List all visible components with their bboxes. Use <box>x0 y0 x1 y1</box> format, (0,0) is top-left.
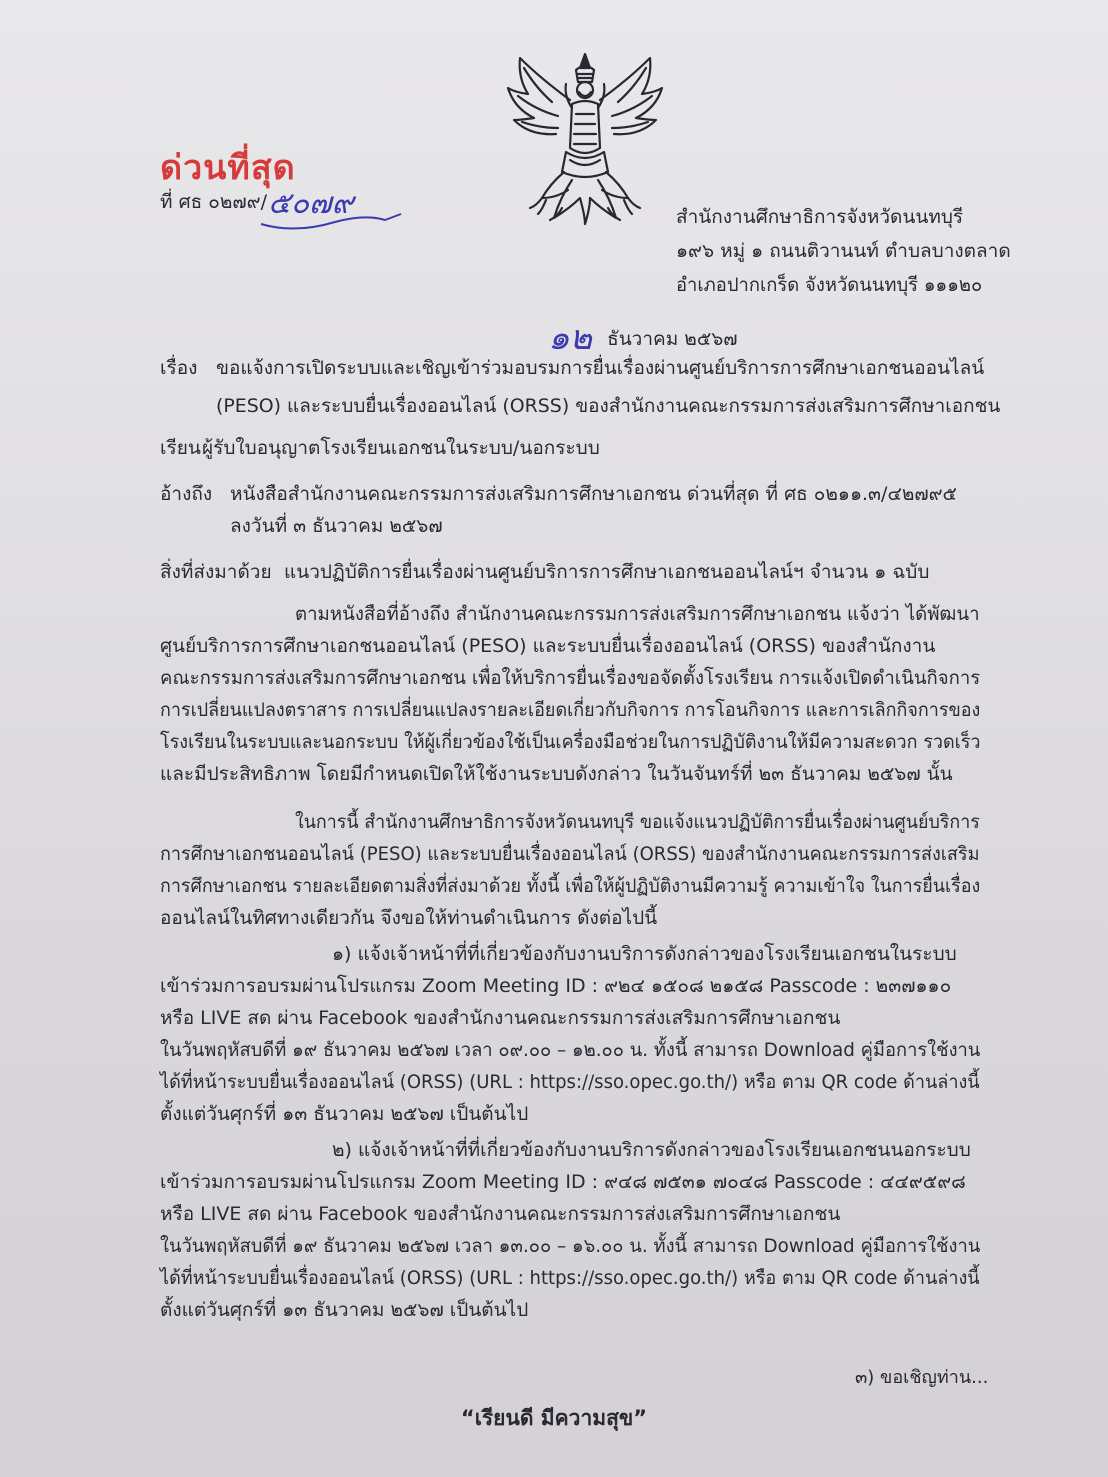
paragraph-line: ศูนย์บริการการศึกษาเอกชนออนไลน์ (PESO) และระบบยื่นเรื่องออนไลน์ (ORSS) ของสำนักงาน <box>160 635 936 657</box>
action-item-1 <box>160 938 980 1130</box>
paragraph-line: เข้าร่วมการอบรมผ่านโปรแกรม Zoom Meeting ID : ๙๔๘ ๗๕๓๑ ๗๐๔๘ Passcode : ๔๔๙๕๙๘ <box>160 1171 966 1193</box>
recipient-text: ผู้รับใบอนุญาตโรงเรียนเอกชนในระบบ/นอกระบบ <box>202 437 600 459</box>
body-paragraph-2 <box>160 806 980 934</box>
paragraph-line: ตั้งแต่วันศุกร์ที่ ๑๓ ธันวาคม ๒๕๖๗ เป็นต้นไป <box>160 1103 529 1125</box>
paragraph-line: หรือ LIVE สด ผ่าน Facebook ของสำนักงานคณะกรรมการส่งเสริมการศึกษาเอกชน <box>160 1007 841 1029</box>
sender-line-2: ๑๙๖ หมู่ ๑ ถนนติวานนท์ ตำบลบางตลาด <box>676 240 1011 262</box>
paragraph-line: ในวันพฤหัสบดีที่ ๑๙ ธันวาคม ๒๕๖๗ เวลา ๐๙.๐๐ – ๑๒.๐๐ น. ทั้งนี้ สามารถ Download คู่มือการใช้งาน <box>160 1039 981 1061</box>
paragraph-line: ๒) แจ้งเจ้าหน้าที่ที่เกี่ยวข้องกับงานบริการดังกล่าวของโรงเรียนเอกชนนอกระบบ <box>332 1139 971 1161</box>
reference-label: อ้างถึง <box>160 483 213 505</box>
paragraph-line: ในวันพฤหัสบดีที่ ๑๙ ธันวาคม ๒๕๖๗ เวลา ๑๓.๐๐ – ๑๖.๐๐ น. ทั้งนี้ สามารถ Download คู่มือการใช้งาน <box>160 1235 981 1257</box>
sender-address <box>676 200 1011 302</box>
enclosure-label: สิ่งที่ส่งมาด้วย <box>160 561 272 583</box>
continuation-text: ๓) ขอเชิญท่าน... <box>855 1367 989 1388</box>
subject-line-2: (PESO) และระบบยื่นเรื่องออนไลน์ (ORSS) ของสำนักงานคณะกรรมการส่งเสริมการศึกษาเอกชน <box>216 395 1001 417</box>
paragraph-line: เข้าร่วมการอบรมผ่านโปรแกรม Zoom Meeting ID : ๙๒๔ ๑๕๐๘ ๒๑๕๘ Passcode : ๒๓๗๑๑๐ <box>160 975 952 997</box>
paragraph-line: ตั้งแต่วันศุกร์ที่ ๑๓ ธันวาคม ๒๕๖๗ เป็นต้นไป <box>160 1299 529 1321</box>
enclosure-text: แนวปฏิบัติการยื่นเรื่องผ่านศูนย์บริการการศึกษาเอกชนออนไลน์ฯ จำนวน ๑ ฉบับ <box>284 561 930 583</box>
body-paragraph-1 <box>160 598 980 790</box>
paragraph-line: ได้ที่หน้าระบบยื่นเรื่องออนไลน์ (ORSS) (URL : https://sso.opec.go.th/) หรือ ตาม QR code ด้านล่างนี้ <box>160 1071 980 1093</box>
recipient-label: เรียน <box>160 437 201 459</box>
footer-motto: “เรียนดี มีความสุข” <box>460 1406 648 1430</box>
reference-line-1: หนังสือสำนักงานคณะกรรมการส่งเสริมการศึกษาเอกชน ด่วนที่สุด ที่ ศธ ๐๒๑๑.๓/๔๒๗๙๕ <box>230 483 957 505</box>
sender-line-3: อำเภอปากเกร็ด จังหวัดนนทบุรี ๑๑๑๒๐ <box>676 274 983 296</box>
paragraph-line: หรือ LIVE สด ผ่าน Facebook ของสำนักงานคณะกรรมการส่งเสริมการศึกษาเอกชน <box>160 1203 841 1225</box>
paragraph-line: โรงเรียนในระบบและนอกระบบ ให้ผู้เกี่ยวข้องใช้เป็นเครื่องมือช่วยในการปฏิบัติงานให้มีความสะดวก รวดเร็ว <box>160 731 981 753</box>
paragraph-line: การศึกษาเอกชน รายละเอียดตามสิ่งที่ส่งมาด้วย ทั้งนี้ เพื่อให้ผู้ปฏิบัติงานมีความรู้ ความเข้าใจ ในการยื่นเรื่อง <box>160 875 981 897</box>
paragraph-line: ตามหนังสือที่อ้างถึง สำนักงานคณะกรรมการส่งเสริมการศึกษาเอกชน แจ้งว่า ได้พัฒนา <box>295 603 980 625</box>
subject-label: เรื่อง <box>160 357 198 379</box>
paragraph-line: ในการนี้ สำนักงานศึกษาธิการจังหวัดนนทบุรี ขอแจ้งแนวปฏิบัติการยื่นเรื่องผ่านศูนย์บริการ <box>295 811 980 833</box>
paragraph-line: คณะกรรมการส่งเสริมการศึกษาเอกชน เพื่อให้บริการยื่นเรื่องขอจัดตั้งโรงเรียน การแจ้งเปิดดำเนินกิจการ <box>160 667 981 689</box>
sender-line-1: สำนักงานศึกษาธิการจังหวัดนนทบุรี <box>676 206 964 228</box>
action-item-2 <box>160 1134 980 1326</box>
garuda-emblem-icon <box>500 48 670 228</box>
date-month-year: ธันวาคม ๒๕๖๗ <box>607 328 738 350</box>
reference-line-2: ลงวันที่ ๓ ธันวาคม ๒๕๖๗ <box>230 515 443 537</box>
paragraph-line: การศึกษาเอกชนออนไลน์ (PESO) และระบบยื่นเรื่องออนไลน์ (ORSS) ของสำนักงานคณะกรรมการส่งเสริม <box>160 843 980 865</box>
subject-line-1: ขอแจ้งการเปิดระบบและเชิญเข้าร่วมอบรมการยื่นเรื่องผ่านศูนย์บริการการศึกษาเอกชนออนไลน์ <box>216 357 985 379</box>
handwritten-underline-icon <box>255 210 405 236</box>
paragraph-line: ๑) แจ้งเจ้าหน้าที่ที่เกี่ยวข้องกับงานบริการดังกล่าวของโรงเรียนเอกชนในระบบ <box>332 943 957 965</box>
paragraph-line: การเปลี่ยนแปลงตราสาร การเปลี่ยนแปลงรายละเอียดเกี่ยวกับกิจการ การโอนกิจการ และการเลิกกิจการของ <box>160 699 981 721</box>
document-number-prefix: ที่ ศธ ๐๒๗๙/ <box>160 191 267 213</box>
paragraph-line: ได้ที่หน้าระบบยื่นเรื่องออนไลน์ (ORSS) (URL : https://sso.opec.go.th/) หรือ ตาม QR code ด้านล่างนี้ <box>160 1267 980 1289</box>
urgency-stamp: ด่วนที่สุด <box>160 148 296 188</box>
document-number-handwritten: ๕๐๗๙ <box>268 186 354 221</box>
paragraph-line: ออนไลน์ในทิศทางเดียวกัน จึงขอให้ท่านดำเนินการ ดังต่อไปนี้ <box>160 907 658 929</box>
paragraph-line: และมีประสิทธิภาพ โดยมีกำหนดเปิดให้ใช้งานระบบดังกล่าว ในวันจันทร์ที่ ๒๓ ธันวาคม ๒๕๖๗ นั้น <box>160 763 953 785</box>
date-day-handwritten: ๑๒ <box>548 318 592 358</box>
